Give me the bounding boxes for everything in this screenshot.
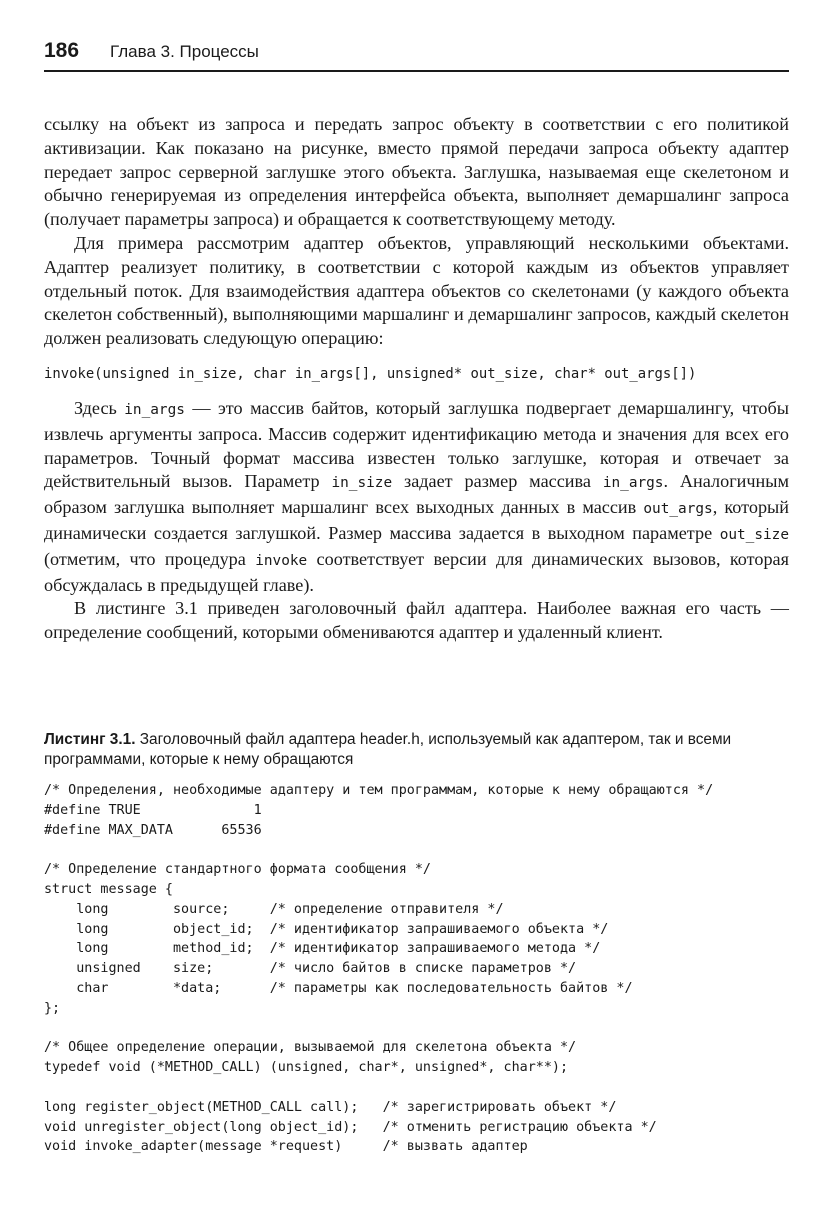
paragraph-3: [44, 397, 789, 597]
inline-code-invoke: invoke: [255, 552, 308, 569]
body-text: [44, 113, 789, 645]
inline-code-out-args: out_args: [643, 501, 713, 518]
page-number: 186: [44, 39, 80, 62]
text-segment: , который динамически создается заглушкой. Размер массива задается в выходном параметре: [44, 497, 789, 543]
text-segment: — это массив байтов, который заглушка подвергает демаршалингу, чтобы извлечь аргументы запроса. Массив содержит идентификацию метода и значения для всех его параметров. Точный формат массива известен только заглушке, которая и отвечает за действительный вызов. Параметр: [44, 397, 790, 492]
paragraph-1: ссылку на объект из запроса и передать запрос объекту в соответствии с его политикой активизации. Как показано на рисунке, вместо прямой передачи запроса объекту адаптер передает запрос серверной заглушке этого объекта. Заглушка, называемая еще скелетоном и обычно генерируемая из определения интерфейса объекта, выполняет демаршалинг запроса (получает параметры запроса) и обращается к соответствующему методу.: [44, 114, 789, 230]
text-segment: . Аналогичным образом заглушка выполняет маршалинг всех выходных данных в массив: [44, 471, 789, 518]
listing-caption-text: Заголовочный файл адаптера header.h, используемый как адаптером, так и всеми программами, которые к нему обращаются: [44, 731, 732, 768]
listing-caption: [44, 730, 789, 770]
inline-code-out-size: out_size: [719, 526, 789, 543]
inline-code-in-args: in_args: [602, 475, 664, 492]
inline-code-in-size: in_size: [331, 475, 393, 492]
text-segment: соответствует версии для динамических вызовов, которая обсуждалась в предыдущей главе).: [44, 548, 789, 595]
listing-label: Листинг 3.1.: [44, 731, 136, 748]
listing-code: /* Определения, необходимые адаптеру и тем программам, которые к нему обращаются */ #define TRUE 1 #define MAX_DATA 65536 /* Определение стандартного формата сообщения */ struct message { long source; /* определение отправителя */ long object_id; /* идентификатор запрашиваемого объекта */ long method_id; /* идентификатор запрашиваемого метода */ unsigned size; /* число байтов в списке параметров */ char *data; /* параметры как последовательность байтов */ }; /* Общее определение операции, вызываемой для скелетона объекта */ typedef void (*METHOD_CALL) (unsigned, char*, unsigned*, char**); long register_object(METHOD_CALL call); /* зарегистрировать объект */ void unregister_object(long object_id); /* отменить регистрацию объекта */ void invoke_adapter(message *request) /* вызвать адаптер: [44, 783, 714, 1155]
invoke-signature: invoke(unsigned in_size, char in_args[], unsigned* out_size, char* out_args[]): [44, 365, 697, 382]
paragraph-2: Для примера рассмотрим адаптер объектов, управляющий несколькими объектами. Адаптер реализует политику, в соответствии с которой каждым из объектов управляет отдельный поток. Для взаимодействия адаптера объектов со скелетонами (у каждого объекта скелетон собственный), выполняющими маршалинг и демаршалинг запросов, каждый скелетон должен реализовать следующую операцию:: [44, 232, 789, 349]
text-segment: задает размер массива: [392, 471, 603, 492]
running-header: [44, 38, 789, 72]
text-segment: (отметим, что процедура: [44, 548, 256, 569]
chapter-title: Глава 3. Процессы: [110, 42, 259, 61]
text-segment: Здесь: [74, 397, 125, 418]
paragraph-4: В листинге 3.1 приведен заголовочный файл адаптера. Наиболее важная его часть — определение сообщений, которыми обмениваются адаптер и удаленный клиент.: [44, 598, 789, 643]
inline-code-in-args: in_args: [124, 401, 185, 418]
